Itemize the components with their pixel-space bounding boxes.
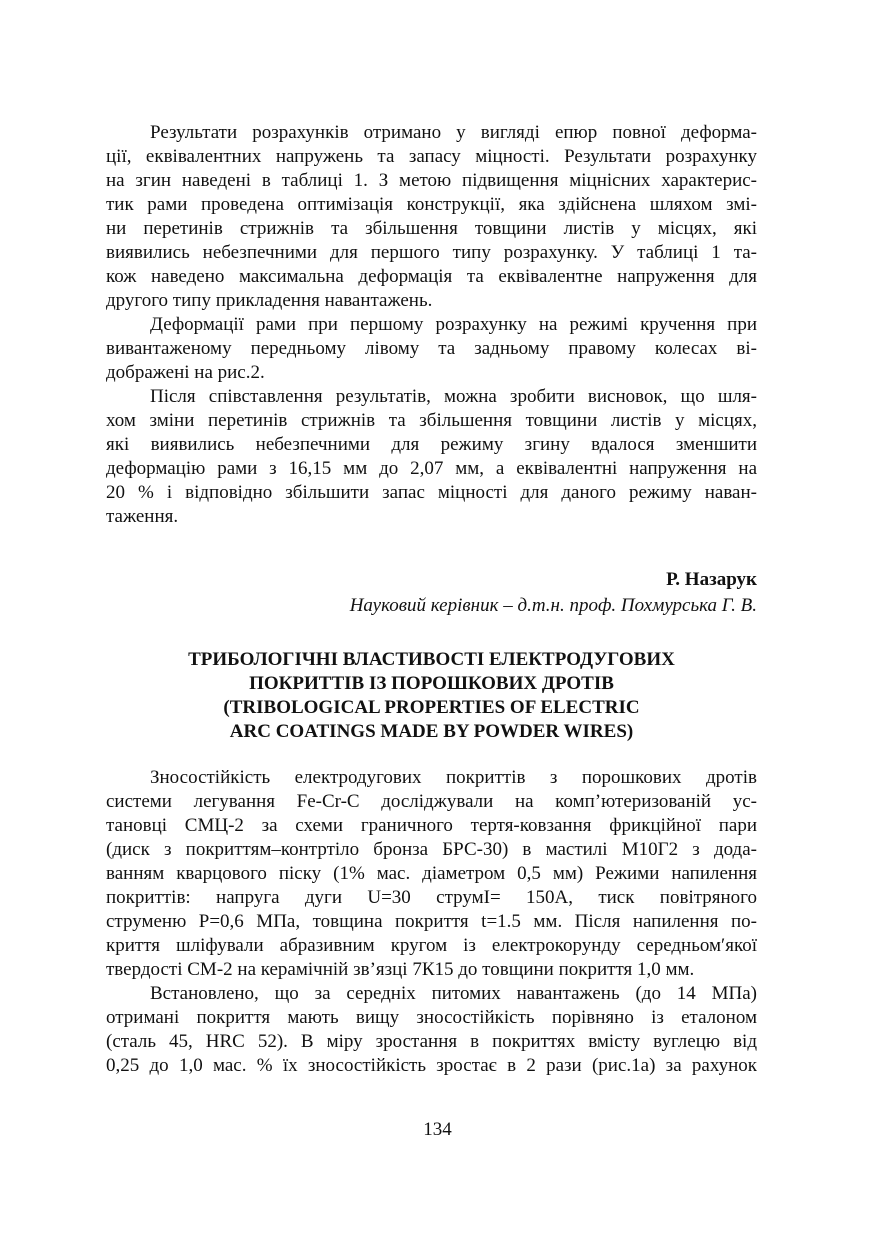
title-line: ПОКРИТТІВ ІЗ ПОРОШКОВИХ ДРОТІВ <box>249 673 614 694</box>
text-line: вивантаженому передньому лівому та задньому правому колесах ві- <box>106 338 757 359</box>
supervisor: Науковий керівник – д.т.н. проф. Похмурська Г. В. <box>349 595 757 616</box>
text-line: (диск з покриттям–контртіло бронза БРС-30) в мастилі М10Г2 з дода- <box>106 839 757 860</box>
text-line: 0,25 до 1,0 мас. % їх зносостійкість зростає в 2 рази (рис.1а) за рахунок <box>106 1055 757 1076</box>
text-line: (сталь 45, HRC 52). В міру зростання в покриттях вмісту вуглецю від <box>106 1031 757 1052</box>
text-line: твердості СМ-2 на керамічній зв’язці 7К15 до товщини покриття 1,0 мм. <box>106 959 695 980</box>
title-line: ТРИБОЛОГІЧНІ ВЛАСТИВОСТІ ЕЛЕКТРОДУГОВИХ <box>188 649 675 670</box>
text-line: ції, еквівалентних напружень та запасу міцності. Результати розрахунку <box>106 146 757 167</box>
text-line: системи легування Fe-Cr-C досліджували на комп’ютеризованій ус- <box>106 791 757 812</box>
page-number: 134 <box>423 1119 452 1140</box>
paragraph-results <box>106 121 757 529</box>
text-line: криття шліфували абразивним кругом із електрокорунду середньом′якої <box>106 935 757 956</box>
text-line: кож наведено максимальна деформація та еквівалентне напруження для <box>106 266 757 287</box>
title-line: ARC COATINGS MADE BY POWDER WIRES) <box>229 721 634 742</box>
text-line: тановці СМЦ-2 за схеми граничного тертя-ковзання фрикційної пари <box>106 815 757 836</box>
paragraph-body <box>106 766 757 1078</box>
text-line: отримані покриття мають вищу зносостійкість порівняно із еталоном <box>106 1007 757 1028</box>
text-line: Встановлено, що за середніх питомих навантажень (до 14 МПа) <box>150 983 757 1004</box>
title-line: (TRIBOLOGICAL PROPERTIES OF ELECTRIC <box>223 697 640 718</box>
text-line: виявились небезпечними для першого типу розрахунку. У таблиці 1 та- <box>106 242 757 263</box>
text-line: деформацію рами з 16,15 мм до 2,07 мм, а еквівалентні напруження на <box>106 458 757 479</box>
text-line: другого типу прикладення навантажень. <box>106 290 433 311</box>
text-line: тик рами проведена оптимізація конструкції, яка здійснена шляхом змі- <box>106 194 757 215</box>
text-line: 20 % і відповідно збільшити запас міцності для даного режиму наван- <box>106 482 757 503</box>
text-line: струменю Р=0,6 МПа, товщина покриття t=1.5 мм. Після напилення по- <box>106 911 757 932</box>
text-line: Деформації рами при першому розрахунку на режимі кручення при <box>150 314 757 335</box>
text-line: на згин наведені в таблиці 1. З метою підвищення міцнісних характерис- <box>106 170 757 191</box>
text-line: дображені на рис.2. <box>106 362 265 383</box>
article-title <box>106 648 757 744</box>
text-line: які виявились небезпечними для режиму згину вдалося зменшити <box>106 434 757 455</box>
text-line: таження. <box>106 506 179 527</box>
text-line: ни перетинів стрижнів та збільшення товщини листів у місцях, які <box>106 218 757 239</box>
text-line: покриттів: напруга дуги U=30 струмI= 150A, тиск повітряного <box>106 887 757 908</box>
text-line: Після співставлення результатів, можна зробити висновок, що шля- <box>150 386 757 407</box>
text-line: Зносостійкість електродугових покриттів з порошкових дротів <box>150 767 757 788</box>
text-line: ванням кварцового піску (1% мас. діаметром 0,5 мм) Режими напилення <box>106 863 757 884</box>
author-name: Р. Назарук <box>666 569 757 590</box>
text-line: хом зміни перетинів стрижнів та збільшення товщини листів у місцях, <box>106 410 757 431</box>
text-line: Результати розрахунків отримано у вигляді епюр повної деформа- <box>150 122 757 143</box>
